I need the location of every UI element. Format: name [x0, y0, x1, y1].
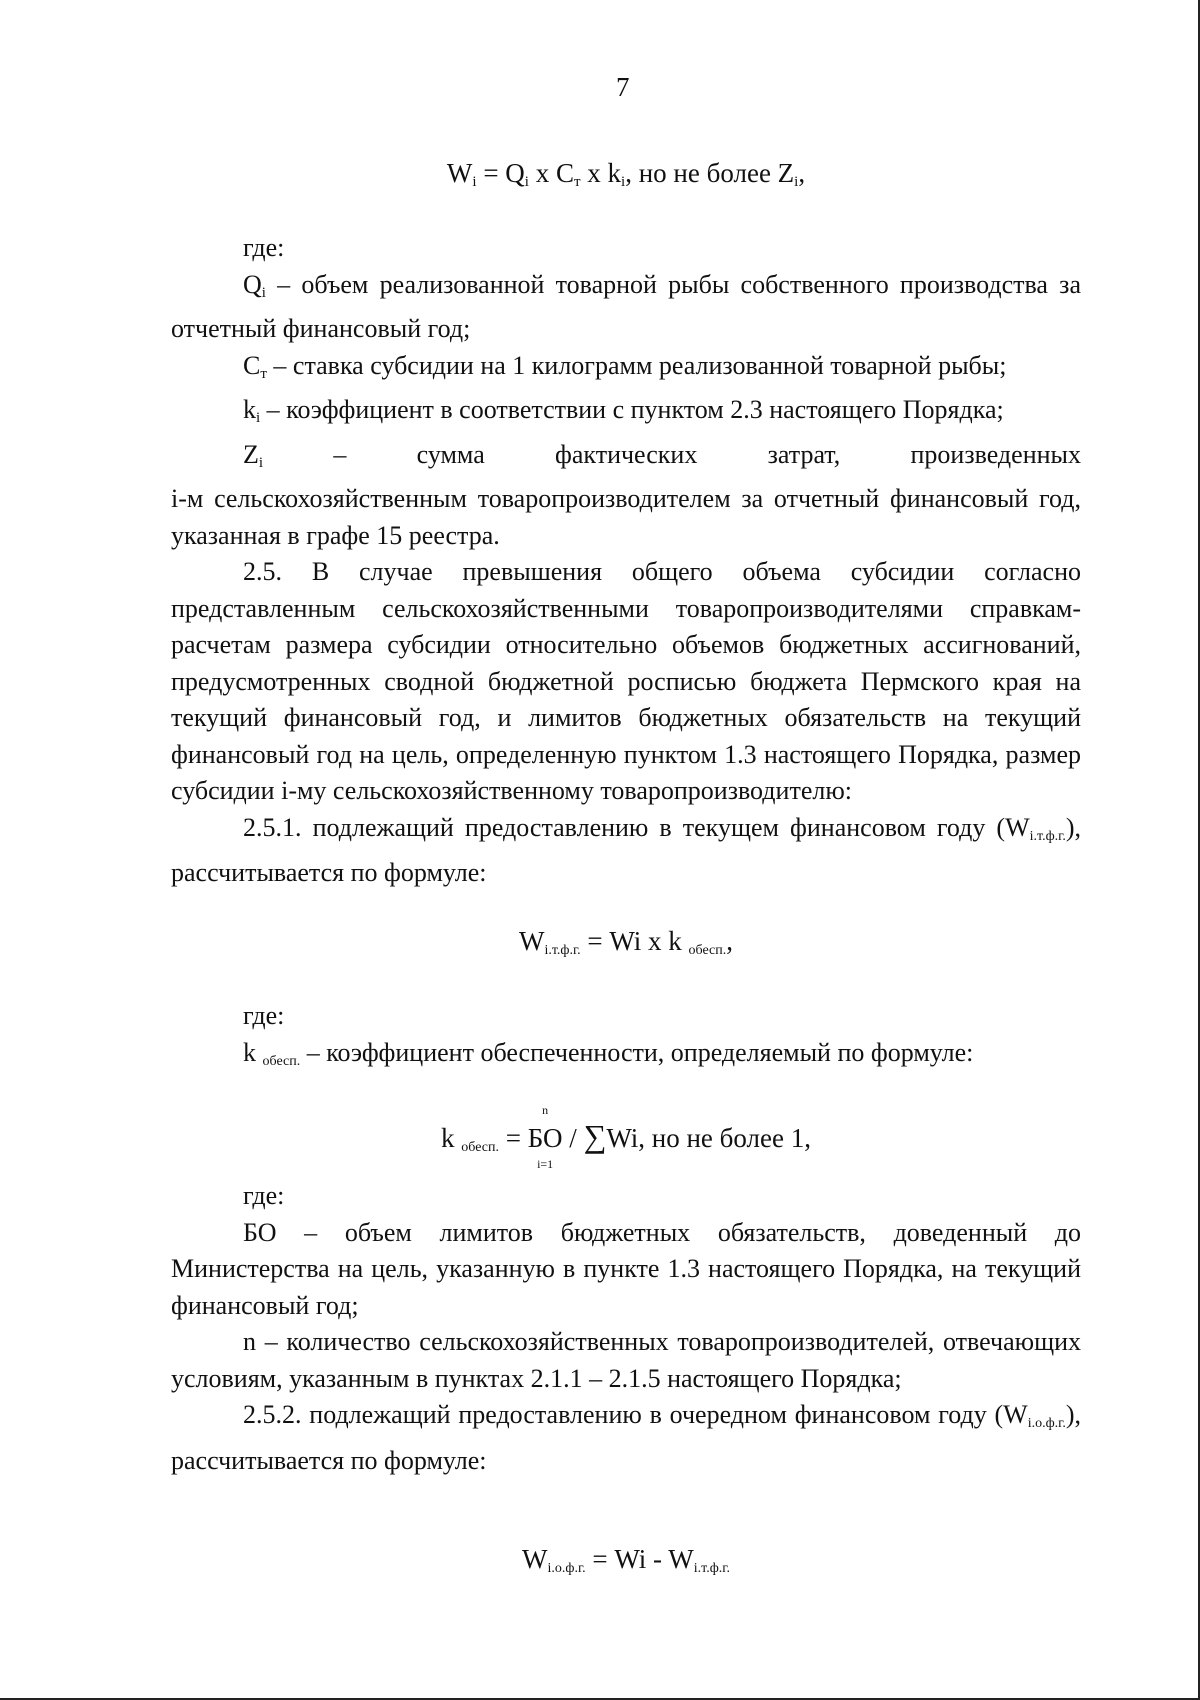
definitions-block-1: [171, 230, 1081, 892]
definition-n: n – количество сельскохозяйственных товаропроизводителей, отвечающих условиям, указанным в пунктах 2.1.1 – 2.1.5 настоящего Порядка;: [171, 1327, 1081, 1393]
formula-w-current-year: $W_{i.т.ф.г.} = Wi$ x k $_{обесп.}$,: [518, 926, 734, 958]
definition-c: $С_т$ – ставка субсидии на 1 килограмм реализованной товарной рыбы;: [243, 350, 1007, 382]
formula-main: $W_i = Q_i$ x $C_т$ x $k_i$, но не более $Z_i$,: [446, 158, 806, 190]
definition-z-rest: i-м сельскохозяйственным товаропроизводителем за отчетный финансовый год, указанная в графе 15 реестра.: [171, 484, 1081, 550]
definition-bo: БО – объем лимитов бюджетных обязательств, доведенный до Министерства на цель, указанную в пункте 1.3 настоящего Порядка, на текущий финансовый год;: [171, 1217, 1081, 1320]
definition-z-line1: $Z_i$ – сумма фактических затрат, произведенных: [243, 439, 1081, 471]
page-number: 7: [616, 72, 630, 102]
bo-with-limits: n БО i=1: [527, 1103, 563, 1171]
definition-k: $k_i$ – коэффициент в соответствии с пунктом 2.3 настоящего Порядка;: [243, 395, 1004, 426]
definition-k-obesp: k $_{обесп.}$ – коэффициент обеспеченности, определяемый по формуле:: [243, 1037, 974, 1069]
where-label-3: где:: [243, 1181, 285, 1210]
formula-w-next-year: $W_{i.о.ф.г.} = Wi - W_{i.т.ф.г.}$: [522, 1544, 730, 1576]
where-label: где:: [243, 233, 285, 262]
sum-sign: ∑: [583, 1118, 607, 1154]
definitions-block-2: [171, 998, 1081, 1080]
definitions-block-3: [171, 1178, 1081, 1479]
paragraph-2-5: 2.5. В случае превышения общего объема субсидии согласно представленным сельскохозяйственными товаропроизводителями справкам-расчетам размера субсидии относительно объемов бюджетных ассигнований, предусмотренных сводной бюджетной росписью бюджета Пермского края на текущий финансовый год, и лимитов бюджетных обязательств на текущий финансовый год на цель, определенную пунктом 1.3 настоящего Порядка, размер субсидии i-му сельскохозяйственному товаропроизводителю:: [171, 557, 1081, 805]
where-label-2: где:: [243, 1001, 285, 1030]
paragraph-2-5-1: 2.5.1. подлежащий предоставлению в текущем финансовом году $(W_{i.т.ф.г.})$, рассчитывается по формуле:: [171, 812, 1081, 887]
formula-k-obesp: k $_{обесп.}$ = n БО i=1 / ∑Wi, но не более 1,: [441, 1103, 811, 1171]
paragraph-2-5-2: 2.5.2. подлежащий предоставлению в очередном финансовом году $(W_{i.о.ф.г.})$, рассчитывается по формуле:: [171, 1400, 1081, 1475]
definition-q: $Q_i$ – объем реализованной товарной рыбы собственного производства за отчетный финансовый год;: [171, 269, 1081, 343]
